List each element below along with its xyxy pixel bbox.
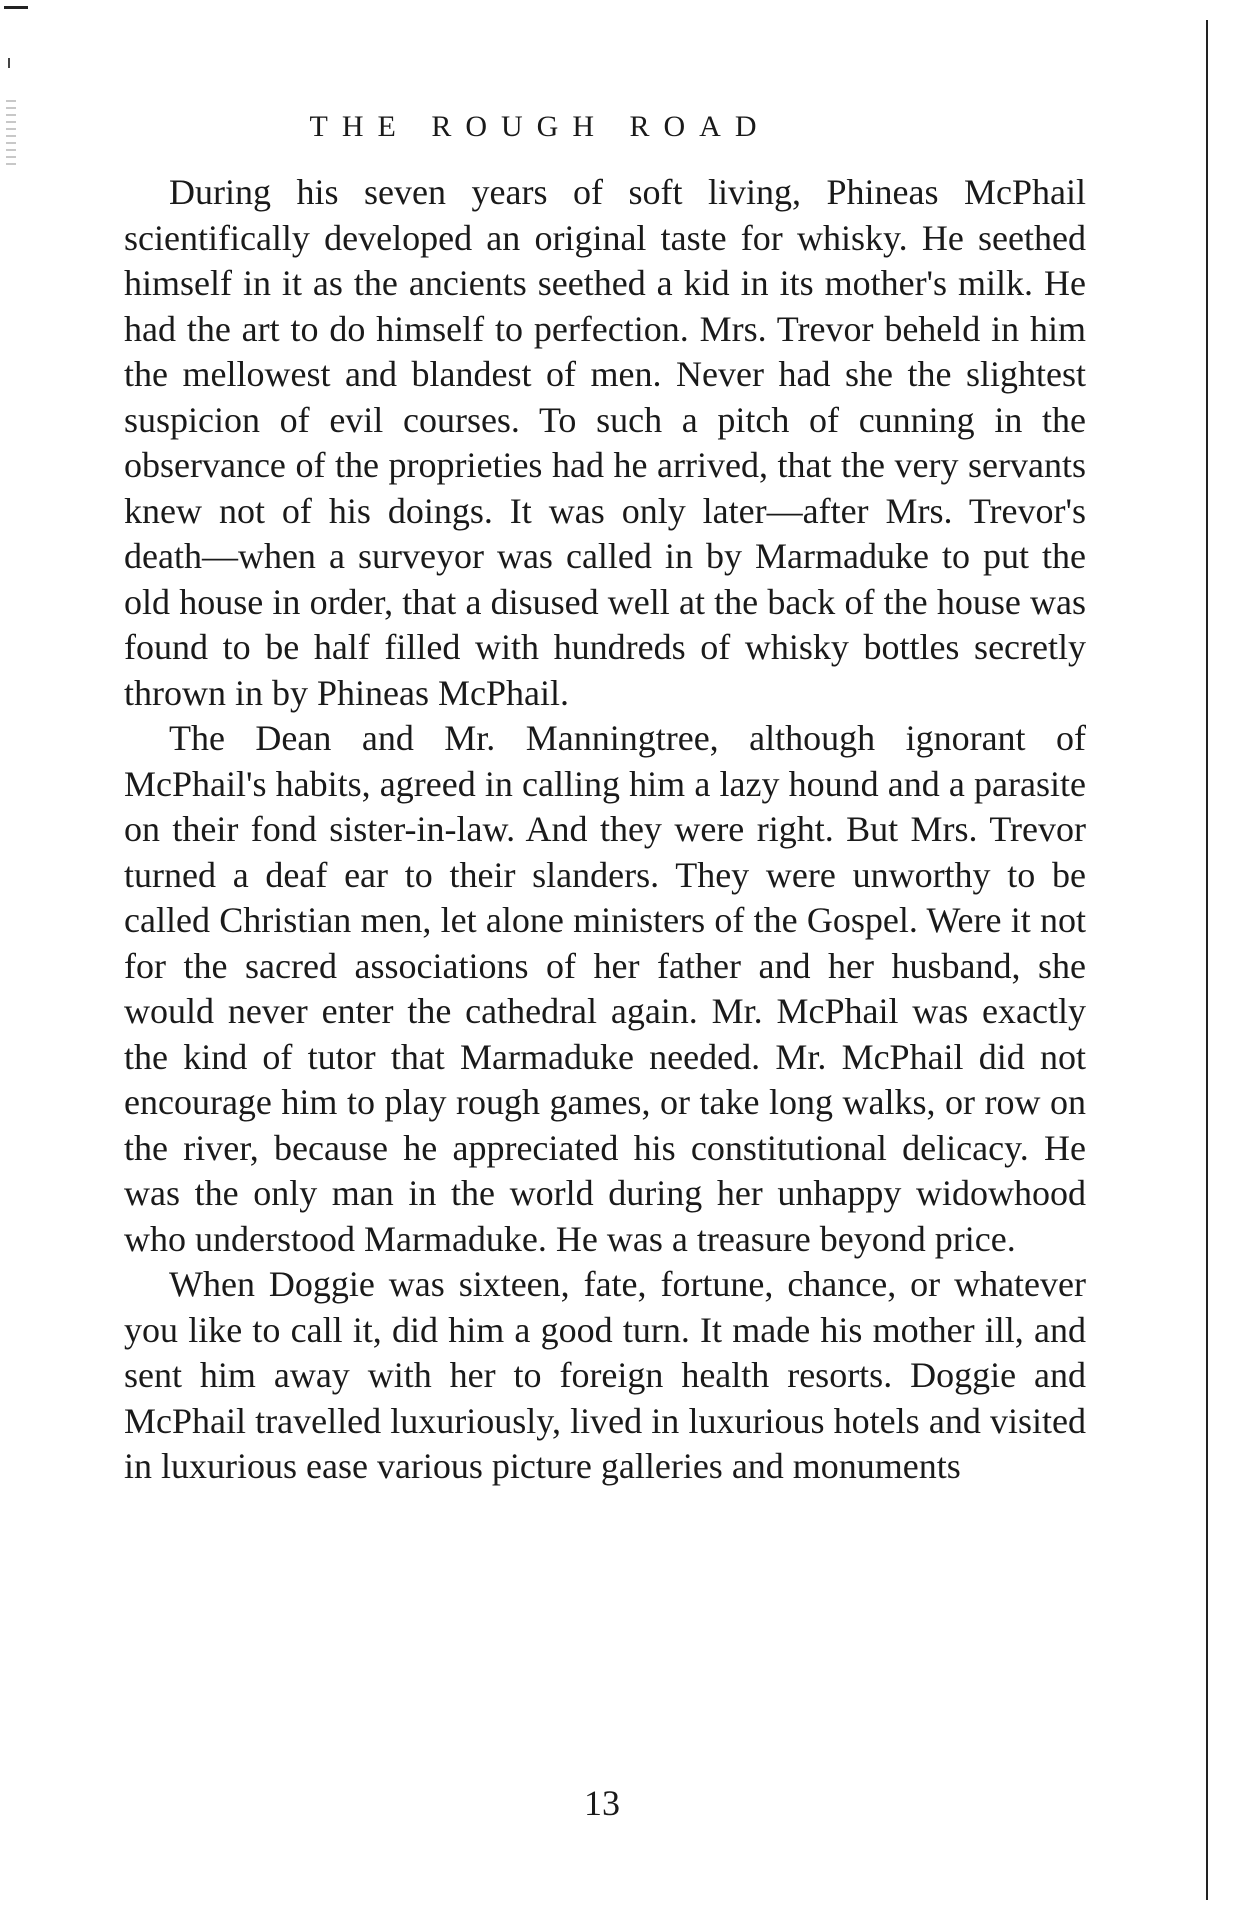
scan-edge-mark	[4, 6, 28, 9]
page-number-container	[0, 1782, 1234, 1824]
running-head: THE ROUGH ROAD	[309, 110, 771, 143]
paragraph: When Doggie was sixteen, fate, fortune, chance, or whatever you like to call it, did him a good turn. It made his mother ill, and sent him away with her to foreign health resorts. Doggie and McPhail travelled luxuriously, lived in luxurious hotels and visited in luxurious ease various picture galleries and monuments	[124, 1264, 1086, 1486]
paragraph: The Dean and Mr. Manningtree, although ignorant of McPhail's habits, agreed in calling him a lazy hound and a parasite on their fond sister-in-law. And they were right. But Mrs. Trevor turned a deaf ear to their slanders. They were unworthy to be called Christian men, let alone ministers of the Gospel. Were it not for the sacred associations of her father and her husband, she would never enter the cathedral again. Mr. McPhail was exactly the kind of tutor that Marmaduke needed. Mr. McPhail did not encourage him to play rough games, or take long walks, or row on the river, because he appreciated his constitutional delicacy. He was the only man in the world during her unhappy widowhood who understood Marmaduke. He was a treasure beyond price.	[124, 718, 1086, 1259]
body-text	[124, 170, 1086, 1490]
paragraph: During his seven years of soft living, Phineas McPhail scientifically developed an original taste for whisky. He seethed himself in it as the ancients seethed a kid in its mother's milk. He had the art to do himself to perfection. Mrs. Trevor beheld in him the mellowest and blandest of men. Never had she the slightest suspicion of evil courses. To such a pitch of cunning in the observance of the proprieties had he arrived, that the very servants knew not of his doings. It was only later—after Mrs. Trevor's death—when a surveyor was called in by Marmaduke to put the old house in order, that a disused well at the back of the house was found to be half filled with hundreds of whisky bottles secretly thrown in by Phineas McPhail.	[124, 172, 1086, 713]
page-edge-line	[1206, 20, 1208, 1900]
page-number: 13	[584, 1783, 620, 1823]
scan-edge-tick	[8, 58, 10, 68]
